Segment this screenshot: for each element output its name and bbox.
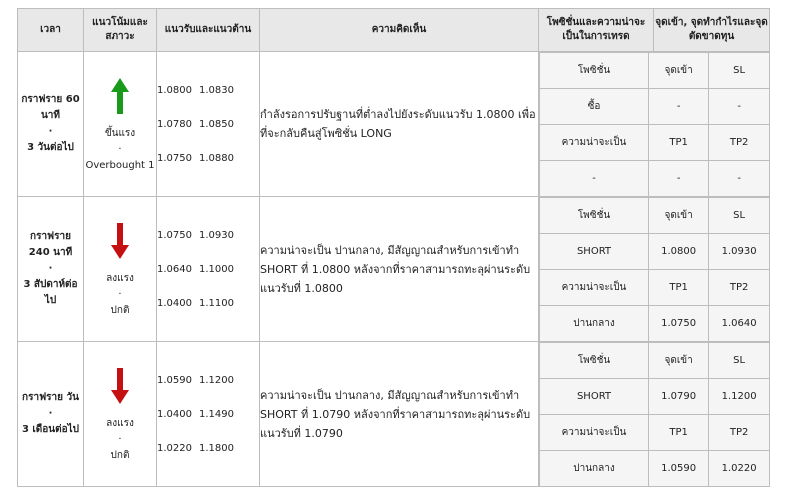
comment-cell: กำลังรอการปรับฐานที่ต่ำลงไปยังระดับแนวรับ 1.0800 เพื่อที่จะกลับคืนสู่โพซิชั่น LONG — [260, 52, 539, 197]
trade-cell: TP2 — [709, 125, 769, 161]
forecast-table — [17, 8, 770, 487]
support-resistance-cell — [157, 197, 260, 342]
trade-cell-group — [539, 342, 770, 487]
sr-level — [157, 218, 259, 252]
trade-grid — [539, 342, 769, 486]
table-row — [18, 342, 770, 487]
separator-dot: · — [48, 263, 53, 274]
trade-cell: 1.0800 — [649, 234, 709, 270]
support-value: 1.0750 — [157, 229, 192, 241]
header-time: เวลา — [18, 9, 84, 52]
trade-cell: SHORT — [540, 234, 649, 270]
trade-cell: โพซิชั่น — [540, 53, 649, 89]
timeframe-cell — [18, 342, 84, 487]
support-value: 1.0640 — [157, 263, 192, 275]
trade-cell: - — [540, 161, 649, 197]
sr-level — [157, 107, 259, 141]
trend-condition: ปกติ — [110, 450, 130, 461]
trend-cell — [84, 197, 157, 342]
table-row — [18, 197, 770, 342]
trade-cell: ความน่าจะเป็น — [540, 270, 649, 306]
separator-dot: · — [118, 434, 122, 445]
separator-dot: · — [48, 126, 53, 137]
trade-cell: ปานกลาง — [540, 306, 649, 342]
timeframe-label: กราฟราย 240 นาที — [28, 231, 73, 258]
support-resistance-cell — [157, 52, 260, 197]
trade-cell: TP1 — [649, 270, 709, 306]
trade-cell-group — [539, 197, 770, 342]
trend-cell — [84, 52, 157, 197]
resistance-value: 1.0830 — [199, 84, 234, 96]
resistance-value: 1.1200 — [199, 374, 234, 386]
trade-cell: ความน่าจะเป็น — [540, 125, 649, 161]
resistance-value: 1.0880 — [199, 152, 234, 164]
timeframe-label: กราฟราย วัน — [22, 392, 79, 403]
horizon-label: 3 วันต่อไป — [27, 142, 74, 153]
support-value: 1.0400 — [157, 408, 192, 420]
trade-cell: จุดเข้า — [649, 198, 709, 234]
trade-cell: TP1 — [649, 125, 709, 161]
support-value: 1.0590 — [157, 374, 192, 386]
trade-cell-group — [539, 52, 770, 197]
support-value: 1.0220 — [157, 442, 192, 454]
comment-cell: ความน่าจะเป็น ปานกลาง, มีสัญญาณสำหรับการเข้าทำ SHORT ที่ 1.0790 หลังจากที่ราคาสามารถทะลุผ่านระดับแนวรับที่ 1.0790 — [260, 342, 539, 487]
trade-cell: TP2 — [709, 270, 769, 306]
trend-strength: ขึ้นแรง — [104, 128, 136, 139]
trend-strength: ลงแรง — [106, 418, 134, 429]
header-row — [18, 9, 770, 52]
trade-grid — [539, 52, 769, 196]
support-value: 1.0400 — [157, 297, 192, 309]
timeframe-cell — [18, 52, 84, 197]
arrow-up-icon — [111, 78, 129, 114]
sr-level — [157, 73, 259, 107]
trade-cell: - — [709, 89, 769, 125]
resistance-value: 1.1800 — [199, 442, 234, 454]
trend-strength: ลงแรง — [106, 273, 134, 284]
trade-grid-row — [540, 198, 770, 234]
support-value: 1.0800 — [157, 84, 192, 96]
header-trend: แนวโน้มและสภาวะ — [84, 9, 157, 52]
trade-grid-row — [540, 415, 770, 451]
trade-cell: โพซิชั่น — [540, 198, 649, 234]
support-resistance-cell — [157, 342, 260, 487]
support-value: 1.0780 — [157, 118, 192, 130]
trend-condition: Overbought 1 — [85, 160, 155, 171]
trade-cell: SL — [709, 343, 769, 379]
trade-grid-row — [540, 234, 770, 270]
arrow-down-icon — [111, 223, 129, 259]
header-entry: จุดเข้า, จุดทำกำไรและจุดตัดขาดทุน — [654, 9, 770, 52]
trade-cell: ปานกลาง — [540, 451, 649, 487]
resistance-value: 1.0930 — [199, 229, 234, 241]
resistance-value: 1.1000 — [199, 263, 234, 275]
trade-grid-row — [540, 270, 770, 306]
trade-cell: โพซิชั่น — [540, 343, 649, 379]
trade-grid — [539, 197, 769, 341]
trade-grid-row — [540, 161, 770, 197]
trade-grid-row — [540, 89, 770, 125]
header-position: โพซิชั่นและความน่าจะเป็นในการเทรด — [539, 9, 654, 52]
trade-cell: TP1 — [649, 415, 709, 451]
trade-cell: ความน่าจะเป็น — [540, 415, 649, 451]
trade-cell: จุดเข้า — [649, 53, 709, 89]
trade-cell: 1.0930 — [709, 234, 769, 270]
trade-grid-row — [540, 379, 770, 415]
trade-cell: - — [649, 89, 709, 125]
table-row — [18, 52, 770, 197]
trade-cell: 1.0640 — [709, 306, 769, 342]
trade-cell: - — [649, 161, 709, 197]
trade-cell: ซื้อ — [540, 89, 649, 125]
sr-level — [157, 431, 259, 465]
support-value: 1.0750 — [157, 152, 192, 164]
trade-cell: 1.1200 — [709, 379, 769, 415]
trade-cell: 1.0220 — [709, 451, 769, 487]
separator-dot: · — [118, 144, 122, 155]
sr-level — [157, 363, 259, 397]
trade-cell: 1.0590 — [649, 451, 709, 487]
trade-cell: - — [709, 161, 769, 197]
resistance-value: 1.1490 — [199, 408, 234, 420]
comment-cell: ความน่าจะเป็น ปานกลาง, มีสัญญาณสำหรับการเข้าทำ SHORT ที่ 1.0800 หลังจากที่ราคาสามารถทะลุผ่านระดับแนวรับที่ 1.0800 — [260, 197, 539, 342]
resistance-value: 1.1100 — [199, 297, 234, 309]
trade-cell: SL — [709, 198, 769, 234]
resistance-value: 1.0850 — [199, 118, 234, 130]
sr-level — [157, 252, 259, 286]
trade-grid-row — [540, 125, 770, 161]
trade-grid-row — [540, 53, 770, 89]
trend-condition: ปกติ — [110, 305, 130, 316]
horizon-label: 3 สัปดาห์ต่อไป — [23, 279, 78, 306]
trade-grid-row — [540, 343, 770, 379]
separator-dot: · — [48, 408, 53, 419]
separator-dot: · — [118, 289, 122, 300]
timeframe-label: กราฟราย 60 นาที — [21, 94, 80, 121]
horizon-label: 3 เดือนต่อไป — [21, 424, 80, 435]
trend-cell — [84, 342, 157, 487]
sr-level — [157, 141, 259, 175]
sr-level — [157, 397, 259, 431]
sr-level — [157, 286, 259, 320]
trade-cell: 1.0790 — [649, 379, 709, 415]
header-comment: ความคิดเห็น — [260, 9, 539, 52]
trade-cell: จุดเข้า — [649, 343, 709, 379]
trade-cell: TP2 — [709, 415, 769, 451]
header-support-resistance: แนวรับและแนวต้าน — [157, 9, 260, 52]
trade-cell: SL — [709, 53, 769, 89]
trade-grid-row — [540, 451, 770, 487]
trade-cell: SHORT — [540, 379, 649, 415]
trade-grid-row — [540, 306, 770, 342]
trade-cell: 1.0750 — [649, 306, 709, 342]
timeframe-cell — [18, 197, 84, 342]
arrow-down-icon — [111, 368, 129, 404]
